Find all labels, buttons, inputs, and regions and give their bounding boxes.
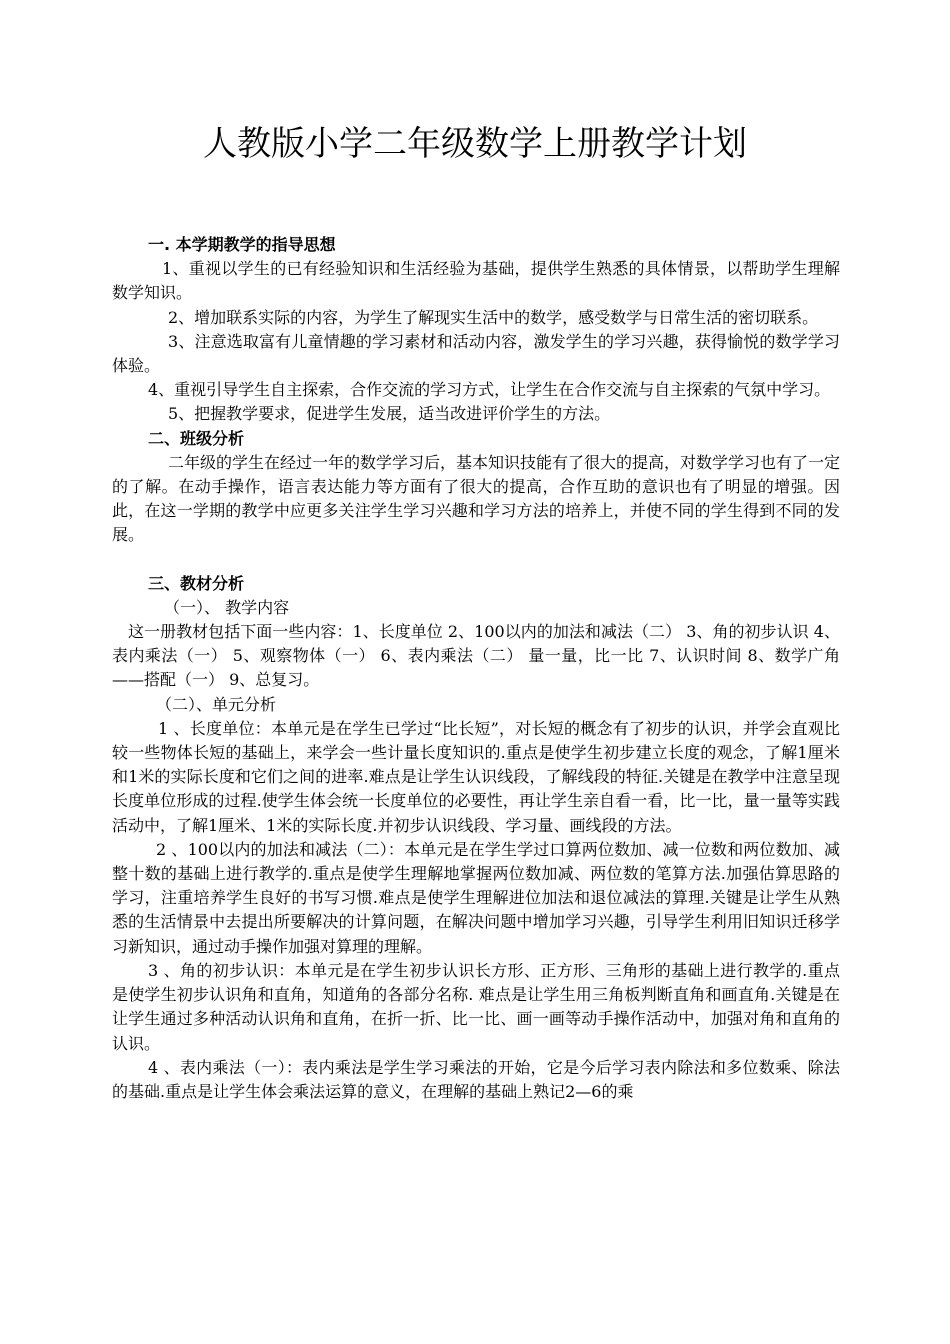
section-heading-guiding-ideology: 一. 本学期教学的指导思想 <box>148 235 336 254</box>
paragraph: 3 、角的初步认识：本单元是在学生初步认识长方形、正方形、三角形的基础上进行教学的.重点是使学生初步认识角和直角，知道角的各部分名称. 难点是让学生用三角板判断直角和画直角.关键是在让学生通过多种活动认识角和直角，在折一折、比一比、画一画等动手操作活动中，加强对角和直角的认识。 <box>112 960 840 1053</box>
paragraph: 2、增加联系实际的内容，为学生了解现实生活中的数学，感受数学与日常生活的密切联系。 <box>168 307 819 327</box>
subsection-heading-unit-analysis: （二）、单元分析 <box>156 694 277 714</box>
paragraph: 1 、长度单位：本单元是在学生已学过“比长短”，对长短的概念有了初步的认识，并学会直观比较一些物体长短的基础上，来学会一些计量长度知识的.重点是使学生初步建立长度的观念，了解1厘米和1米的实际长度和它们之间的进率.难点是让学生认识线段，了解线段的特征.关键是在教学中注意呈现长度单位形成的过程.使学生体会统一长度单位的必要性，再让学生亲自看一看，比一比，量一量等实践活动中，了解1厘米、1米的实际长度.并初步认识线段、学习量、画线段的方法。 <box>112 718 840 835</box>
page-title: 人教版小学二年级数学上册教学计划 <box>203 124 747 164</box>
paragraph: 1、重视以学生的已有经验知识和生活经验为基础，提供学生熟悉的具体情景，以帮助学生理解数学知识。 <box>112 259 840 303</box>
section-heading-class-analysis: 二、班级分析 <box>148 428 245 448</box>
paragraph: 二年级的学生在经过一年的数学学习后，基本知识技能有了很大的提高，对数学学习也有了一定的了解。在动手操作，语言表达能力等方面有了很大的提高，合作互助的意识也有了明显的增强。因此，在这一学期的教学中应更多关注学生学习兴趣和学习方法的培养上，并使不同的学生得到不同的发展。 <box>112 452 841 545</box>
document-body <box>112 233 840 1104</box>
paragraph: 5、把握教学要求，促进学生发展，适当改进评价学生的方法。 <box>168 404 611 424</box>
subsection-heading-teaching-content: （一）、 教学内容 <box>164 597 290 617</box>
paragraph: 4、重视引导学生自主探索，合作交流的学习方式，让学生在合作交流与自主探索的气氛中学习。 <box>148 380 831 400</box>
spacer <box>112 548 840 572</box>
section-heading-textbook-analysis: 三、教材分析 <box>148 573 245 593</box>
paragraph: 4 、表内乘法（一）：表内乘法是学生学习乘法的开始，它是今后学习表内除法和多位数乘、除法的基础.重点是让学生体会乘法运算的意义，在理解的基础上熟记2—6的乘 <box>112 1057 840 1101</box>
paragraph: 3、注意选取富有儿童情趣的学习素材和活动内容，激发学生的学习兴趣，获得愉悦的数学学习体验。 <box>112 331 840 376</box>
paragraph: 2 、100以内的加法和减法（二）：本单元是在学生学过口算两位数加、减一位数和两位数加、减整十数的基础上进行教学的.重点是使学生理解地掌握两位数加减、两位数的笔算方法.加强估算思路的学习，注重培养学生良好的书写习惯.难点是使学生理解进位加法和退位减法的算理.关键是让学生从熟悉的生活情景中去提出所要解决的计算问题，在解决问题中增加学习兴趣，引导学生利用旧知识迁移学习新知识，通过动手操作加强对算理的理解。 <box>112 839 840 956</box>
paragraph: 这一册教材包括下面一些内容：1、长度单位 2、100以内的加法和减法（二） 3、角的初步认识 4、表内乘法（一） 5、观察物体（一） 6、表内乘法（二） 量一量，比一比 7、认识时间 8、数学广角——搭配（一） 9、总复习。 <box>112 622 840 690</box>
